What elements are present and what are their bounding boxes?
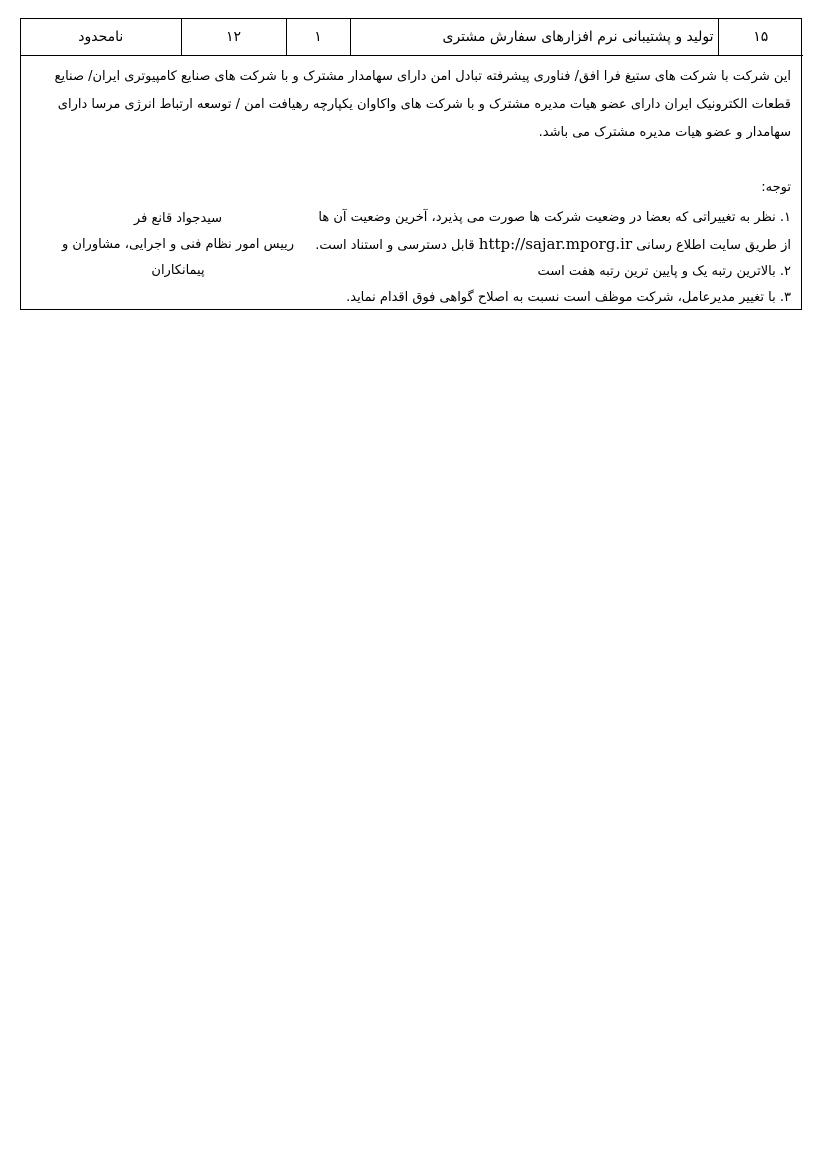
signature-block bbox=[43, 206, 313, 284]
validity-cell: نامحدود bbox=[21, 19, 181, 56]
table-row bbox=[21, 19, 803, 56]
capacity-cell: ۱۲ bbox=[181, 19, 286, 56]
sajar-link[interactable]: http://sajar.mporg.ir bbox=[478, 235, 633, 253]
activity-cell: تولید و پشتیبانی نرم افزارهای سفارش مشتری bbox=[350, 19, 718, 56]
row-number-cell: ۱۵ bbox=[718, 19, 803, 56]
note-item-2: ۲. بالاترین رتبه یک و پایین ترین رتبه هفت است bbox=[537, 264, 791, 279]
rank-cell: ۱ bbox=[286, 19, 350, 56]
note-item-1 bbox=[306, 205, 791, 259]
company-relations-description: این شرکت با شرکت های ستیغ فرا افق/ فناوری پیشرفته تبادل امن دارای سهامدار مشترک و با شرکت های صنایع کامپیوتری ایران/ صنایع قطعات الکترونیک ایران دارای عضو هیات مدیره مشترک و با شرکت های واکاوان یکپارچه رهیافت امن / توسعه ارتباط انرژی مرسا دارای سهامدار و عضو هیات مدیره مشترک می باشد. bbox=[54, 69, 791, 140]
note-item-3: ۳. با تغییر مدیرعامل، شرکت موظف است نسبت به اصلاح گواهی فوق اقدام نماید. bbox=[346, 290, 791, 305]
company-activity-table bbox=[21, 19, 803, 56]
notes-title: توجه: bbox=[761, 180, 791, 195]
notes-list bbox=[306, 205, 791, 311]
note-1-text: ۱. نظر به تغییراتی که بعضا در وضعیت شرکت ها صورت می پذیرد، آخرین وضعیت آن ها از طریق سایت اطلاع رسانی bbox=[318, 210, 791, 253]
signatory-title: رییس امور نظام فنی و اجرایی، مشاوران و پیمانکاران bbox=[61, 237, 295, 278]
note-1-ending: قابل دسترسی و استناد است. bbox=[315, 238, 475, 253]
certificate-details bbox=[21, 56, 801, 311]
signatory-name: سیدجواد قانع فر bbox=[133, 211, 223, 226]
certificate-section bbox=[20, 18, 802, 310]
